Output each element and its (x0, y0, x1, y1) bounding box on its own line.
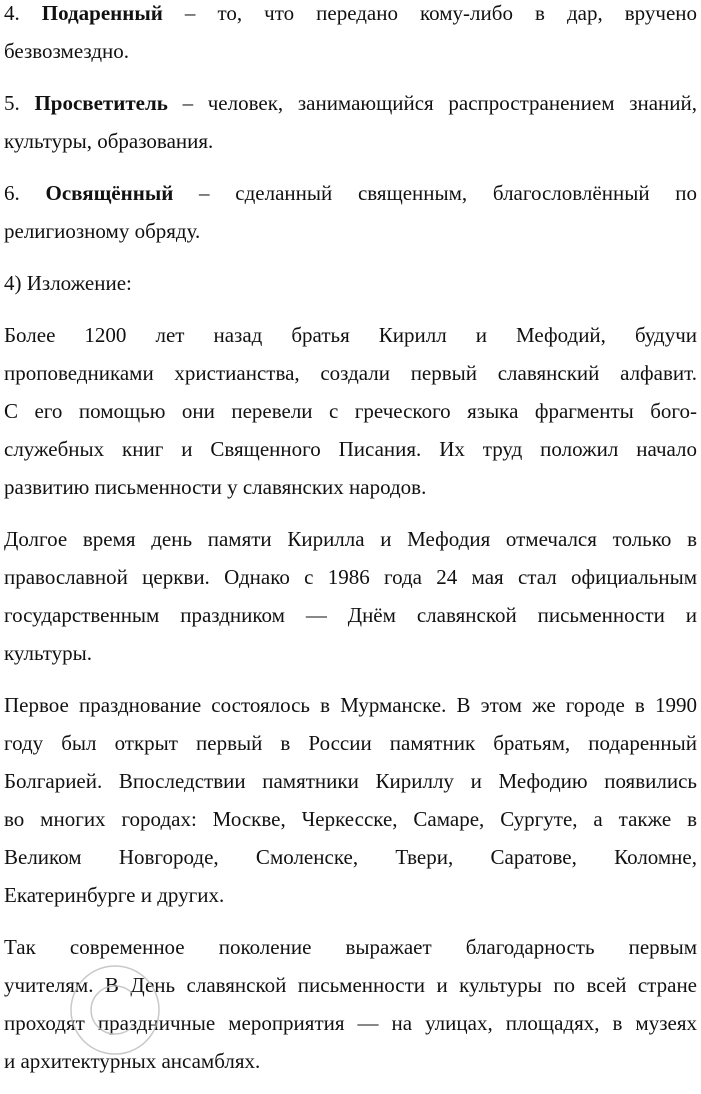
term: Подаренный (41, 1, 163, 25)
text-line: Долгое время день памяти Кирилла и Мефодия отмечался только в (4, 527, 697, 551)
paragraph (4, 520, 697, 672)
text-line: учителям. В День славянской письменности и культуры по всей стране (4, 973, 697, 997)
definition-5: 5. Просветитель – человек, занимающийся распространением знаний, культуры, образования. (4, 91, 697, 153)
text-line: и архитектурных ансамблях. (4, 1049, 261, 1073)
text-line: культуры. (4, 641, 92, 665)
text-line: развитию письменности у славянских народов. (4, 475, 427, 499)
text-line: государственным праздником — Днём славянской письменности и (4, 603, 697, 627)
text-line: С его помощью они перевели с греческого языка фрагменты бого- (4, 399, 697, 423)
text-line: Первое празднование состоялось в Мурманске. В этом же городе в 1990 (4, 693, 697, 717)
text-line: православной церкви. Однако с 1986 года 24 мая стал официальным (4, 565, 697, 589)
text-line: Болгарией. Впоследствии памятники Кириллу и Мефодию появились (4, 769, 697, 793)
text-line: во многих городах: Москве, Черкесске, Самаре, Сургуте, а также в (4, 807, 697, 831)
text-line: году был открыт первый в России памятник братьям, подаренный (4, 731, 697, 755)
paragraph (4, 686, 697, 914)
text-line: проходят праздничные мероприятия — на улицах, площадях, в музеях (4, 1011, 697, 1035)
term: Освящённый (45, 181, 174, 205)
text-line: Более 1200 лет назад братья Кирилл и Мефодий, будучи (4, 323, 697, 347)
text-line: Екатеринбурге и других. (4, 883, 225, 907)
paragraph (4, 316, 697, 506)
term: Просветитель (34, 91, 168, 115)
definition-4: 4. Подаренный – то, что передано кому-либо в дар, вручено безвозмездно. (4, 1, 697, 63)
text-line: Так современное поколение выражает благодарность первым (4, 935, 697, 959)
text-line: Великом Новгороде, Смоленске, Твери, Саратове, Коломне, (4, 845, 697, 869)
section-heading: 4) Изложение: (4, 271, 132, 295)
text-line: проповедниками христианства, создали первый славянский алфавит. (4, 361, 697, 385)
definition-6: 6. Освящённый – сделанный священным, благословлённый по религиозному обряду. (4, 181, 697, 243)
document-body (4, 0, 697, 1094)
paragraph (4, 928, 697, 1080)
text-line: служебных книг и Священного Писания. Их труд положил начало (4, 437, 697, 461)
